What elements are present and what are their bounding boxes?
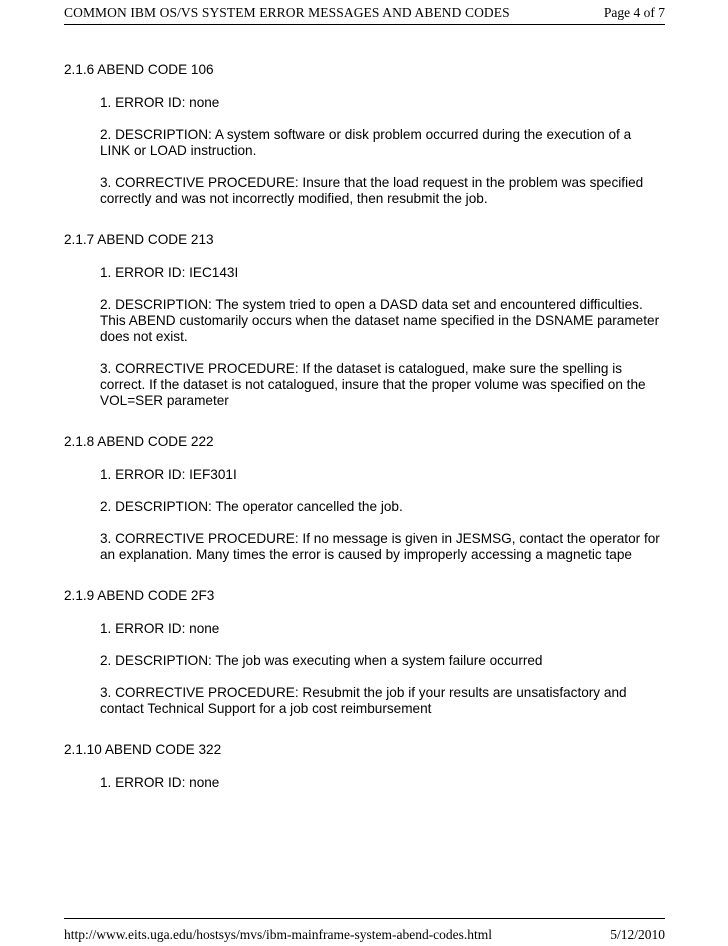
document-title: COMMON IBM OS/VS SYSTEM ERROR MESSAGES AND ABEND CODES xyxy=(64,5,510,20)
description: 2. DESCRIPTION: The job was executing when a system failure occurred xyxy=(100,653,543,668)
description: 2. DESCRIPTION: A system software or disk problem occurred during the execution of a LINK or LOAD instruction. xyxy=(100,127,632,158)
corrective-procedure: 3. CORRECTIVE PROCEDURE: If the dataset is catalogued, make sure the spelling is correct. If the dataset is not catalogued, insure that the proper volume was specified on the VOL=SER parameter xyxy=(100,361,646,408)
description: 2. DESCRIPTION: The system tried to open a DASD data set and encountered difficulties. This ABEND customarily occurs when the dataset name specified in the DSNAME parameter does not exist. xyxy=(100,297,660,344)
abend-section-222 xyxy=(64,434,664,563)
section-heading: 2.1.9 ABEND CODE 2F3 xyxy=(64,588,215,603)
corrective-procedure: 3. CORRECTIVE PROCEDURE: Insure that the load request in the problem was specified correctly and was not incorrectly modified, then resubmit the job. xyxy=(100,175,644,206)
description: 2. DESCRIPTION: The operator cancelled the job. xyxy=(100,499,403,514)
abend-section-213 xyxy=(64,232,664,409)
section-heading: 2.1.6 ABEND CODE 106 xyxy=(64,62,214,77)
error-id: 1. ERROR ID: none xyxy=(100,775,220,790)
page-footer xyxy=(64,918,665,944)
abend-section-106 xyxy=(64,62,664,207)
corrective-procedure: 3. CORRECTIVE PROCEDURE: If no message is given in JESMSG, contact the operator for an explanation. Many times the error is caused by improperly accessing a magnetic tape xyxy=(100,531,660,562)
corrective-procedure: 3. CORRECTIVE PROCEDURE: Resubmit the job if your results are unsatisfactory and contact Technical Support for a job cost reimbursement xyxy=(100,685,627,716)
error-id: 1. ERROR ID: IEC143I xyxy=(100,265,239,280)
error-id: 1. ERROR ID: IEF301I xyxy=(100,467,237,482)
error-id: 1. ERROR ID: none xyxy=(100,621,220,636)
section-heading: 2.1.8 ABEND CODE 222 xyxy=(64,434,214,449)
section-heading: 2.1.10 ABEND CODE 322 xyxy=(64,742,222,757)
page-number: Page 4 of 7 xyxy=(603,5,665,20)
abend-section-2f3 xyxy=(64,588,664,717)
abend-section-322 xyxy=(64,742,664,791)
section-heading: 2.1.7 ABEND CODE 213 xyxy=(64,232,214,247)
page-header xyxy=(64,0,665,25)
error-id: 1. ERROR ID: none xyxy=(100,95,220,110)
document-body xyxy=(64,62,664,816)
source-url: http://www.eits.uga.edu/hostsys/mvs/ibm-mainframe-system-abend-codes.html xyxy=(64,927,493,942)
print-date: 5/12/2010 xyxy=(610,927,665,942)
